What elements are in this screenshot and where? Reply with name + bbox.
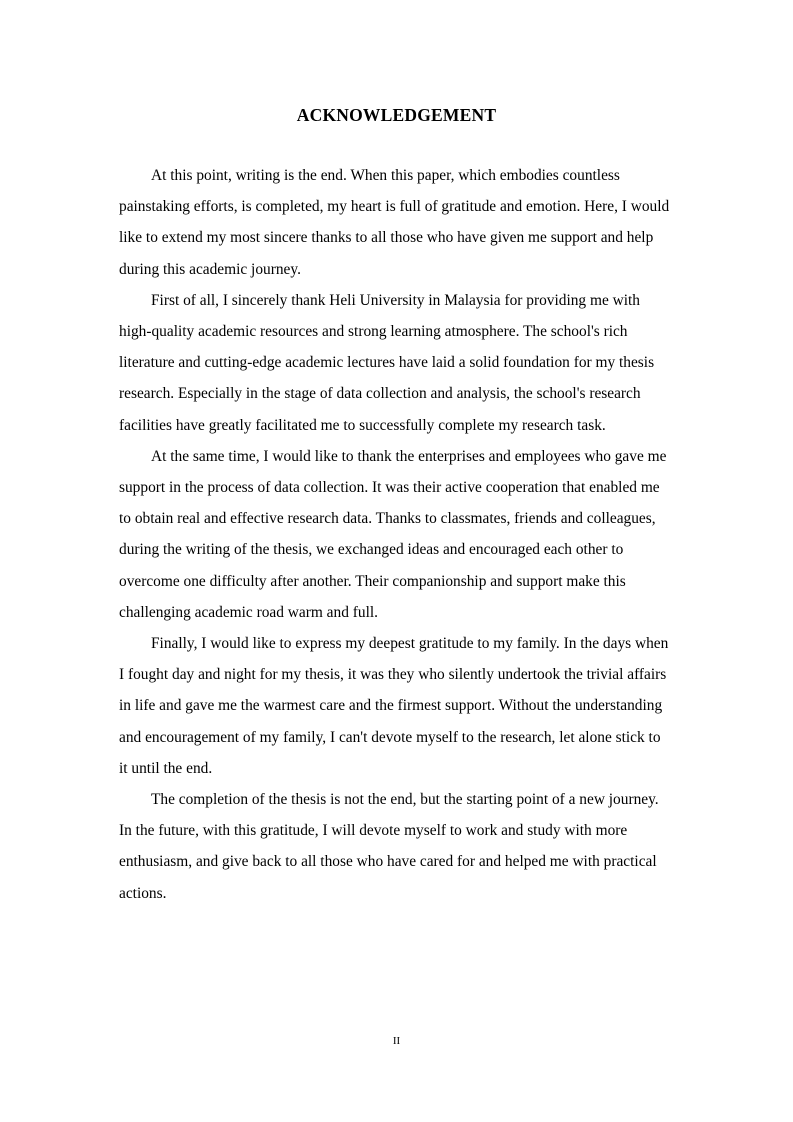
paragraph-4: Finally, I would like to express my deepest gratitude to my family. In the days when I fought day and night for my thesis, it was they who silently undertook the trivial affairs in life and gave me the warmest care and the firmest support. Without the understanding and encouragement of my family, I can't devote myself to the research, let alone stick to it until the end.	[119, 635, 669, 777]
page-number: II	[392, 1035, 401, 1047]
paragraph-5: The completion of the thesis is not the end, but the starting point of a new journey. In the future, with this gratitude, I will devote myself to work and study with more enthusiasm, and give back to all those who have cared for and helped me with practical actions.	[119, 791, 659, 902]
page-title: ACKNOWLEDGEMENT	[296, 105, 497, 125]
paragraph-1: At this point, writing is the end. When this paper, which embodies countless painstaking efforts, is completed, my heart is full of gratitude and emotion. Here, I would like to extend my most sincere thanks to all those who have given me support and help during this academic journey.	[119, 167, 670, 278]
acknowledgement-body	[119, 160, 671, 909]
paragraph-2: First of all, I sincerely thank Heli University in Malaysia for providing me with high-quality academic resources and strong learning atmosphere. The school's rich literature and cutting-edge academic lectures have laid a solid foundation for my thesis research. Especially in the stage of data collection and analysis, the school's research facilities have greatly facilitated me to successfully complete my research task.	[119, 291, 655, 434]
paragraph-3: At the same time, I would like to thank the enterprises and employees who gave me support in the process of data collection. It was their active cooperation that enabled me to obtain real and effective research data. Thanks to classmates, friends and colleagues, during the writing of the thesis, we exchanged ideas and encouraged each other to overcome one difficulty after another. Their companionship and support make this challenging academic road warm and full.	[119, 447, 667, 621]
